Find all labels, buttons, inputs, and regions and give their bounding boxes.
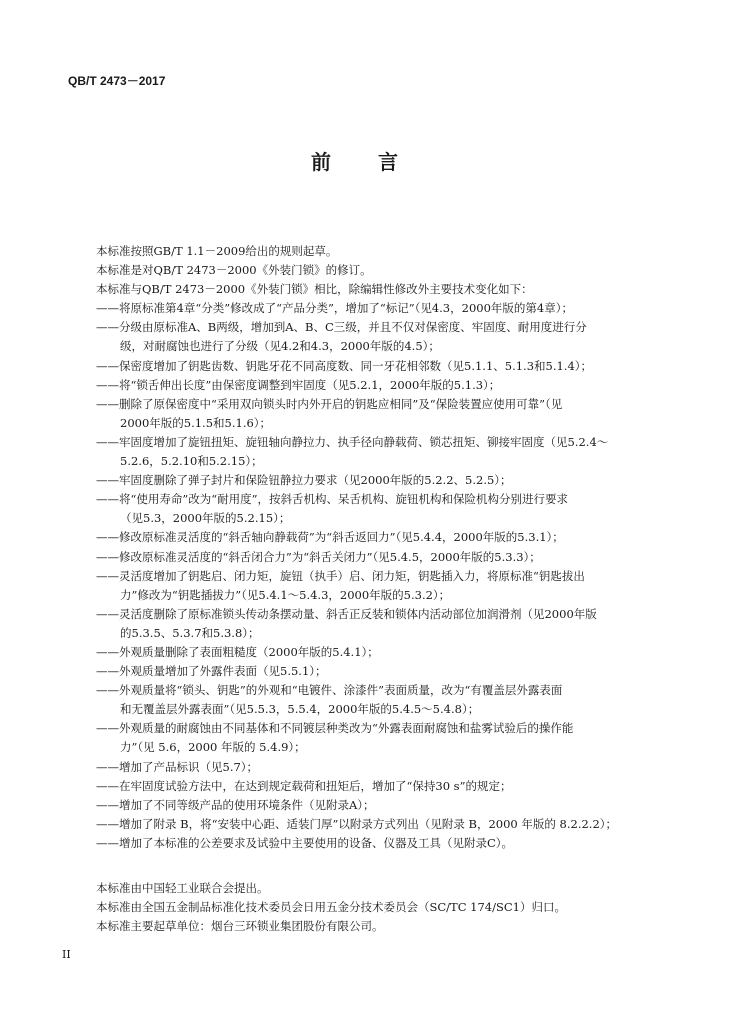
change-line: ——保密度增加了钥匙齿数、钥匙牙花不同高度数、同一牙花相邻数（见5.1.1、5.1.3和5.1.4）； [96, 358, 593, 373]
change-line-continued: 级，对耐腐蚀也进行了分级（见4.2和4.3，2000年版的4.5）； [120, 339, 440, 354]
change-item [96, 528, 668, 547]
change-item [96, 605, 668, 643]
closing-paragraph: 本标准由中国轻工业联合会提出。 [96, 881, 269, 895]
intro-section [96, 242, 668, 299]
closing-paragraph: 本标准由全国五金制品标准化技术委员会日用五金分技术委员会（SC/TC 174/SC1）归口。 [96, 900, 566, 915]
change-line: ——修改原标准灵活度的“斜舌闭合力”为“斜舌关闭力”（见5.4.5，2000年版的5.3.3）； [96, 549, 541, 564]
change-item [96, 471, 668, 490]
change-line-continued: 5.2.6，5.2.10和5.2.15）； [120, 454, 263, 469]
closing-paragraph: 本标准主要起草单位：烟台三环锁业集团股份有限公司。 [96, 919, 384, 934]
change-line: ——外观质量将“锁头、钥匙”的外观和“电镀件、涂漆件”表面质量，改为“有覆盖层外露表面 [96, 683, 563, 698]
change-item [96, 376, 668, 395]
change-line: ——删除了原保密度中“采用双向锁头时内外开启的钥匙应相同”及“保险装置应使用可靠”（见 [96, 396, 563, 411]
change-line: ——分级由原标准A、B两级，增加到A、B、C三级，并且不仅对保密度、牢固度、耐用度进行分 [96, 320, 587, 335]
closing-section [96, 879, 668, 936]
change-item [96, 490, 668, 528]
change-item [96, 299, 668, 318]
change-line: ——灵活度删除了原标准锁头传动条摆动量、斜舌正反装和锁体内活动部位加润滑剂（见2000年版 [96, 606, 597, 621]
change-line: ——灵活度增加了钥匙启、闭力矩，旋钮（执手）启、闭力矩，钥匙插入力，将原标准“钥匙拔出 [96, 568, 585, 583]
change-line-continued: 的5.3.5、5.3.7和5.3.8）； [120, 625, 260, 640]
standard-number: QB/T 2473－2017 [68, 74, 166, 88]
changes-list [96, 299, 668, 853]
document-body [96, 242, 668, 936]
change-line: ——将“使用寿命”改为“耐用度”，按斜舌机构、呆舌机构、旋钮机构和保险机构分别进行要求 [96, 492, 569, 507]
change-item [96, 318, 668, 356]
intro-paragraph: 本标准是对QB/T 2473－2000《外装门锁》的修订。 [96, 263, 372, 278]
change-line: ——外观质量删除了表面粗糙度（2000年版的5.4.1）； [96, 644, 379, 659]
change-line: ——外观质量的耐腐蚀由不同基体和不同镀层种类改为“外露表面耐腐蚀和盐雾试验后的操作能 [96, 721, 574, 736]
change-line-continued: 和无覆盖层外露表面”（见5.5.3，5.5.4，2000年版的5.4.5～5.4.8）； [120, 702, 480, 717]
change-item [96, 357, 668, 376]
page-title: 前 言 [311, 150, 418, 174]
change-line-continued: （见5.3，2000年版的5.2.15）； [120, 511, 291, 526]
change-item [96, 662, 668, 681]
change-line: ——牢固度增加了旋钮扭矩、旋钮轴向静拉力、执手径向静载荷、锁芯扭矩、铆接牢固度（见5.2.4～ [96, 434, 609, 449]
change-line: ——增加了产品标识（见5.7）； [96, 759, 259, 774]
change-line-continued: 力”修改为“钥匙插拔力”（见5.4.1～5.4.3，2000年版的5.3.2）； [120, 587, 451, 602]
change-line-continued: 2000年版的5.1.5和5.1.6）； [120, 415, 272, 430]
change-item [96, 719, 668, 757]
change-line: ——牢固度删除了弹子封片和保险钮静拉力要求（见2000年版的5.2.2、5.2.5）； [96, 473, 512, 488]
change-line: ——增加了本标准的公差要求及试验中主要使用的设备、仪器及工具（见附录C）。 [96, 835, 514, 850]
change-item [96, 548, 668, 567]
change-line: ——将“锁舌伸出长度”由保密度调整到牢固度（见5.2.1，2000年版的5.1.3）； [96, 377, 501, 392]
change-item [96, 395, 668, 433]
change-item [96, 681, 668, 719]
change-item [96, 834, 668, 853]
page-number: II [62, 948, 71, 961]
change-line: ——增加了附录 B，将“安装中心距、适装门厚”以附录方式列出（见附录 B，2000 年版的 8.2.2.2）； [96, 816, 618, 831]
change-item [96, 758, 668, 777]
change-item [96, 643, 668, 662]
change-line: ——外观质量增加了外露件表面（见5.5.1）； [96, 664, 327, 679]
change-line-continued: 力”（见 5.6，2000 年版的 5.4.9）； [120, 740, 306, 755]
change-item [96, 567, 668, 605]
section-spacer [96, 853, 668, 879]
change-item [96, 777, 668, 796]
intro-paragraph: 本标准按照GB/T 1.1－2009给出的规则起草。 [96, 244, 338, 258]
change-item [96, 796, 668, 815]
change-item [96, 433, 668, 471]
change-line: ——修改原标准灵活度的“斜舌轴向静载荷”为“斜舌返回力”（见5.4.4，2000年版的5.3.1）； [96, 530, 564, 545]
change-item [96, 815, 668, 834]
intro-paragraph: 本标准与QB/T 2473－2000《外装门锁》相比，除编辑性修改外主要技术变化如下： [96, 282, 533, 297]
change-line: ——在牢固度试验方法中，在达到规定载荷和扭矩后，增加了“保持30 s”的规定； [96, 778, 512, 793]
change-line: ——增加了不同等级产品的使用环境条件（见附录A）； [96, 797, 375, 812]
change-line: ——将原标准第4章“分类”修改成了“产品分类”，增加了“标记”（见4.3，2000年版的第4章）； [96, 301, 573, 316]
